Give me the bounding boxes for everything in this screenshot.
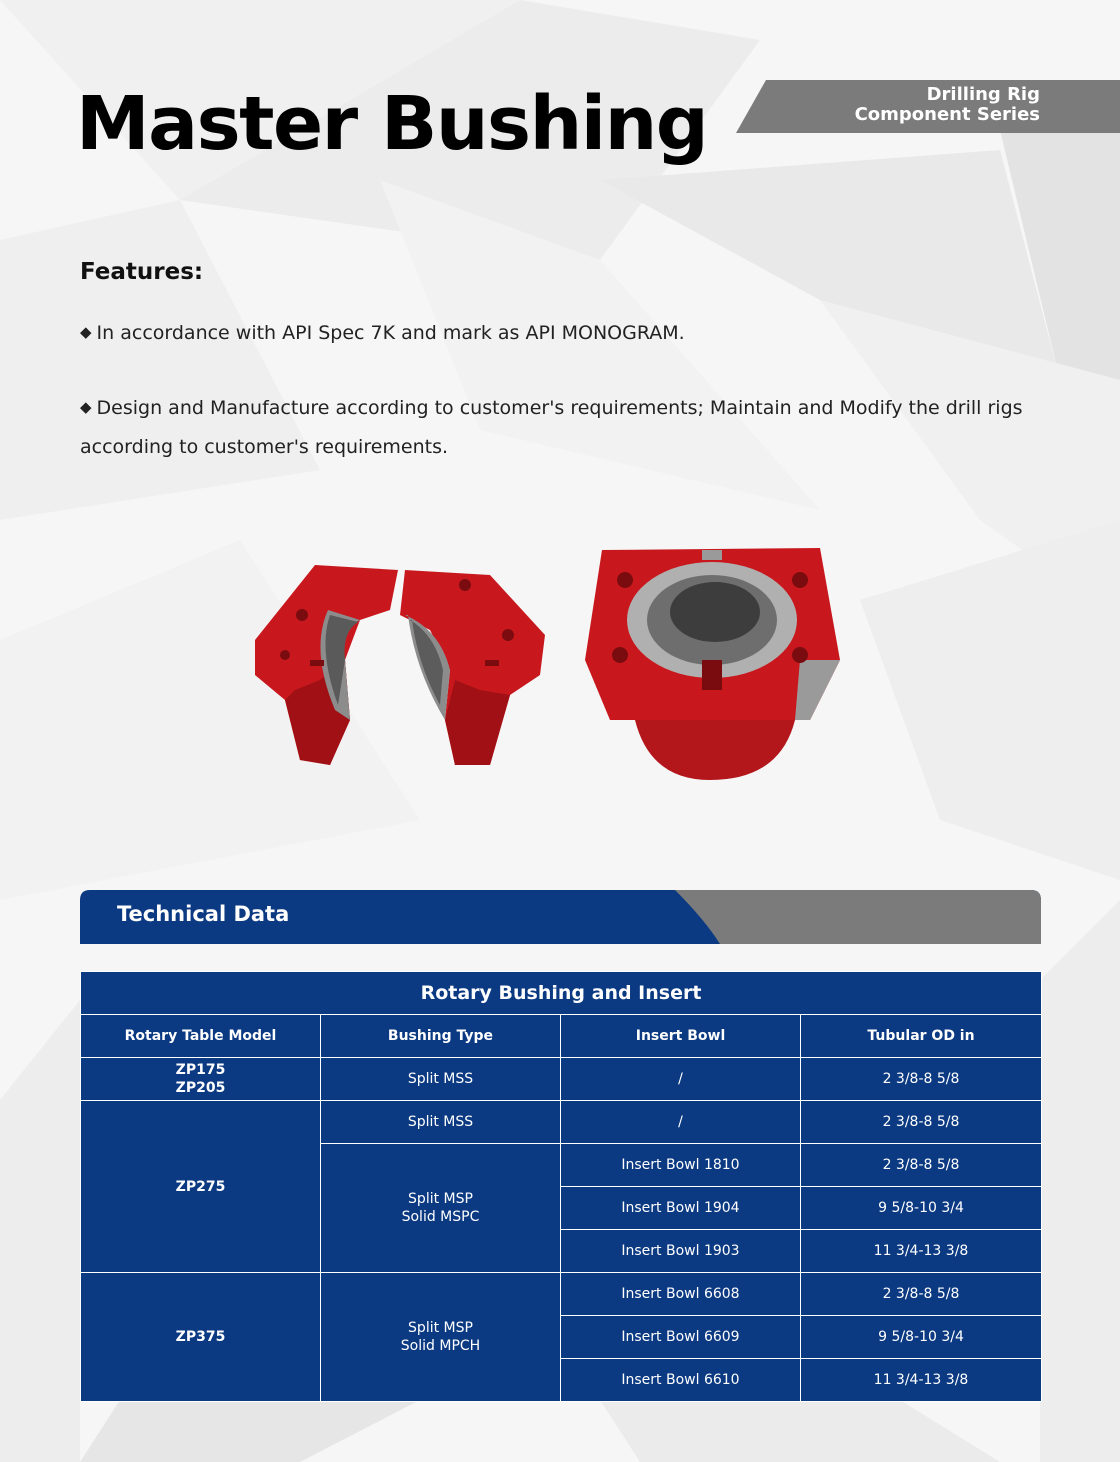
bowl-cell: Insert Bowl 6610 [561,1359,801,1402]
rotary-bushing-table [80,971,1042,1402]
solid-bushing-image [585,548,840,780]
table-caption-row [81,972,1042,1015]
od-cell: 2 3/8-8 5/8 [801,1144,1042,1187]
bushing-type: Solid MSPC [401,1209,480,1225]
od-cell: 2 3/8-8 5/8 [801,1058,1042,1101]
od-cell: 2 3/8-8 5/8 [801,1273,1042,1316]
bushing-type: Split MSP [408,1191,473,1207]
bushing-cell: Split MSS [321,1058,561,1101]
page-title: Master Bushing [76,81,708,167]
bushing-type: Solid MPCH [400,1338,481,1354]
od-cell: 11 3/4-13 3/8 [801,1230,1042,1273]
bowl-cell: / [561,1058,801,1101]
column-header-bowl: Insert Bowl [561,1015,801,1058]
bushing-cell [321,1273,561,1402]
model-cell [81,1058,321,1101]
column-header-od: Tubular OD in [801,1015,1042,1058]
model-name: ZP175 [175,1062,226,1078]
split-bushing-image [255,565,545,765]
series-ribbon [736,80,1120,133]
table-row [81,1101,1042,1144]
bullet-diamond-icon: ◆ [80,323,92,341]
bowl-cell: / [561,1101,801,1144]
table-row [81,1273,1042,1316]
feature-text: Design and Manufacture according to customer's requirements; Maintain and Modify the drill rigs according to customer's requirements. [80,397,1023,458]
bushing-type: Split MSP [408,1320,473,1336]
bowl-cell: Insert Bowl 1904 [561,1187,801,1230]
feature-item [80,314,685,353]
technical-data-header [80,890,1041,944]
od-cell: 9 5/8-10 3/4 [801,1316,1042,1359]
od-cell: 9 5/8-10 3/4 [801,1187,1042,1230]
column-header-model: Rotary Table Model [81,1015,321,1058]
model-name: ZP205 [175,1080,226,1096]
series-line-2: Component Series [854,104,1040,125]
model-cell: ZP375 [81,1273,321,1402]
feature-item [80,389,1042,466]
bowl-cell: Insert Bowl 1903 [561,1230,801,1273]
table-caption: Rotary Bushing and Insert [81,972,1042,1015]
od-cell: 11 3/4-13 3/8 [801,1359,1042,1402]
features-heading: Features: [80,259,204,285]
column-header-bushing: Bushing Type [321,1015,561,1058]
table-header-row [81,1015,1042,1058]
bowl-cell: Insert Bowl 1810 [561,1144,801,1187]
technical-data-title: Technical Data [117,902,290,926]
master-bushing-photos [240,520,880,810]
bowl-cell: Insert Bowl 6608 [561,1273,801,1316]
od-cell: 2 3/8-8 5/8 [801,1101,1042,1144]
feature-text: In accordance with API Spec 7K and mark as API MONOGRAM. [96,322,685,344]
series-line-1: Drilling Rig [926,84,1040,105]
bowl-cell: Insert Bowl 6609 [561,1316,801,1359]
bushing-cell [321,1144,561,1273]
model-cell: ZP275 [81,1101,321,1273]
bullet-diamond-icon: ◆ [80,398,92,416]
table-row [81,1058,1042,1101]
bushing-cell: Split MSS [321,1101,561,1144]
